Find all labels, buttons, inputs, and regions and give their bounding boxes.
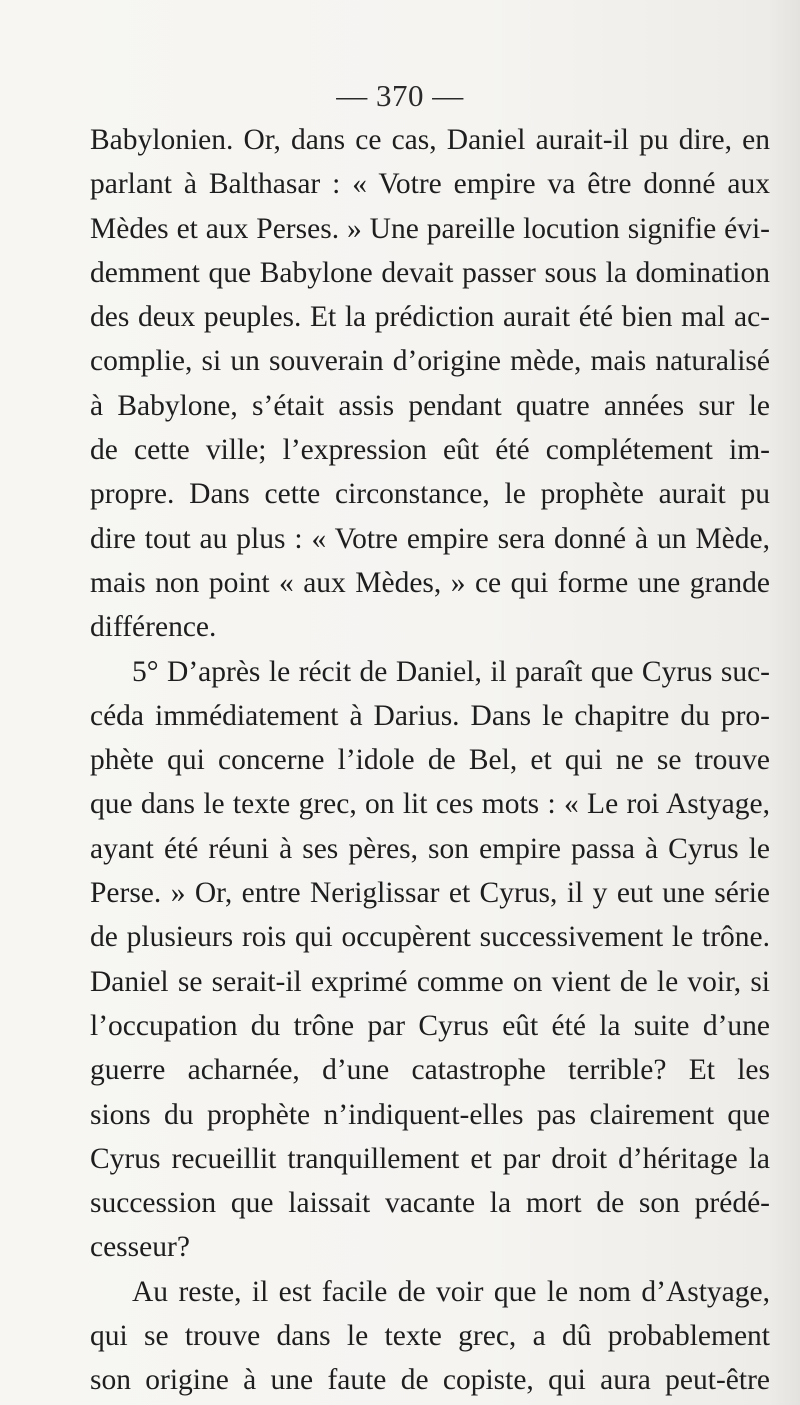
text-line: dire tout au plus : « Votre empire sera donné à un Mède, <box>90 522 770 555</box>
text-line: demment que Babylone devait passer sous la domination <box>90 256 770 289</box>
text-line: Babylonien. Or, dans ce cas, Daniel aurait-il pu dire, en <box>90 124 770 156</box>
text-line: Mèdes et aux Perses. » Une pareille locution signifie évi- <box>90 212 770 245</box>
text-line: phète qui concerne l’idole de Bel, et qui ne se trouve <box>90 744 770 777</box>
text-line: Cyrus recueillit tranquillement et par droit d’héritage la <box>90 1142 770 1175</box>
text-line: qui se trouve dans le texte grec, a dû probablement <box>90 1320 770 1353</box>
text-line: propre. Dans cette circonstance, le prophète aurait pu <box>90 478 770 511</box>
body-text <box>90 118 770 1403</box>
text-line: ayant été réuni à ses pères, son empire passa à Cyrus le <box>90 832 770 865</box>
text-line: Daniel se serait-il exprimé comme on vient de le voir, si <box>90 965 770 998</box>
paragraph-start-line: 5° D’après le récit de Daniel, il paraît que Cyrus suc- <box>132 655 770 688</box>
text-line: céda immédiatement à Darius. Dans le chapitre du pro- <box>90 699 770 732</box>
text-line: sions du prophète n’indiquent-elles pas clairement que <box>90 1098 770 1131</box>
paragraph-start-line: Au reste, il est facile de voir que le nom d’Astyage, <box>132 1275 770 1308</box>
text-line: complie, si un souverain d’origine mède, mais naturalisé <box>90 345 770 378</box>
text-line: que dans le texte grec, on lit ces mots : « Le roi Astyage, <box>90 788 770 821</box>
text-line: à Babylone, s’était assis pendant quatre années sur le <box>90 389 770 422</box>
text-line: de plusieurs rois qui occupèrent successivement le trône. <box>90 921 770 954</box>
text-line: Perse. » Or, entre Neriglissar et Cyrus, il y eut une série <box>90 877 770 910</box>
page-number-header: — 370 — <box>336 78 464 113</box>
text-line: des deux peuples. Et la prédiction aurait été bien mal ac- <box>90 301 770 334</box>
text-line: l’occupation du trône par Cyrus eût été la suite d’une <box>90 1009 770 1042</box>
text-line: de cette ville; l’expression eût été complétement im- <box>90 434 770 467</box>
text-line: mais non point « aux Mèdes, » ce qui forme une grande <box>90 566 770 599</box>
text-line: différence. <box>90 611 217 644</box>
text-line: guerre acharnée, d’une catastrophe terrible? Et les <box>90 1054 770 1087</box>
text-line: succession que laissait vacante la mort de son prédé- <box>90 1187 770 1220</box>
text-line: parlant à Balthasar : « Votre empire va être donné aux <box>90 168 770 201</box>
text-line: son origine à une faute de copiste, qui aura peut-être <box>90 1364 770 1397</box>
text-line: cesseur? <box>90 1231 190 1264</box>
